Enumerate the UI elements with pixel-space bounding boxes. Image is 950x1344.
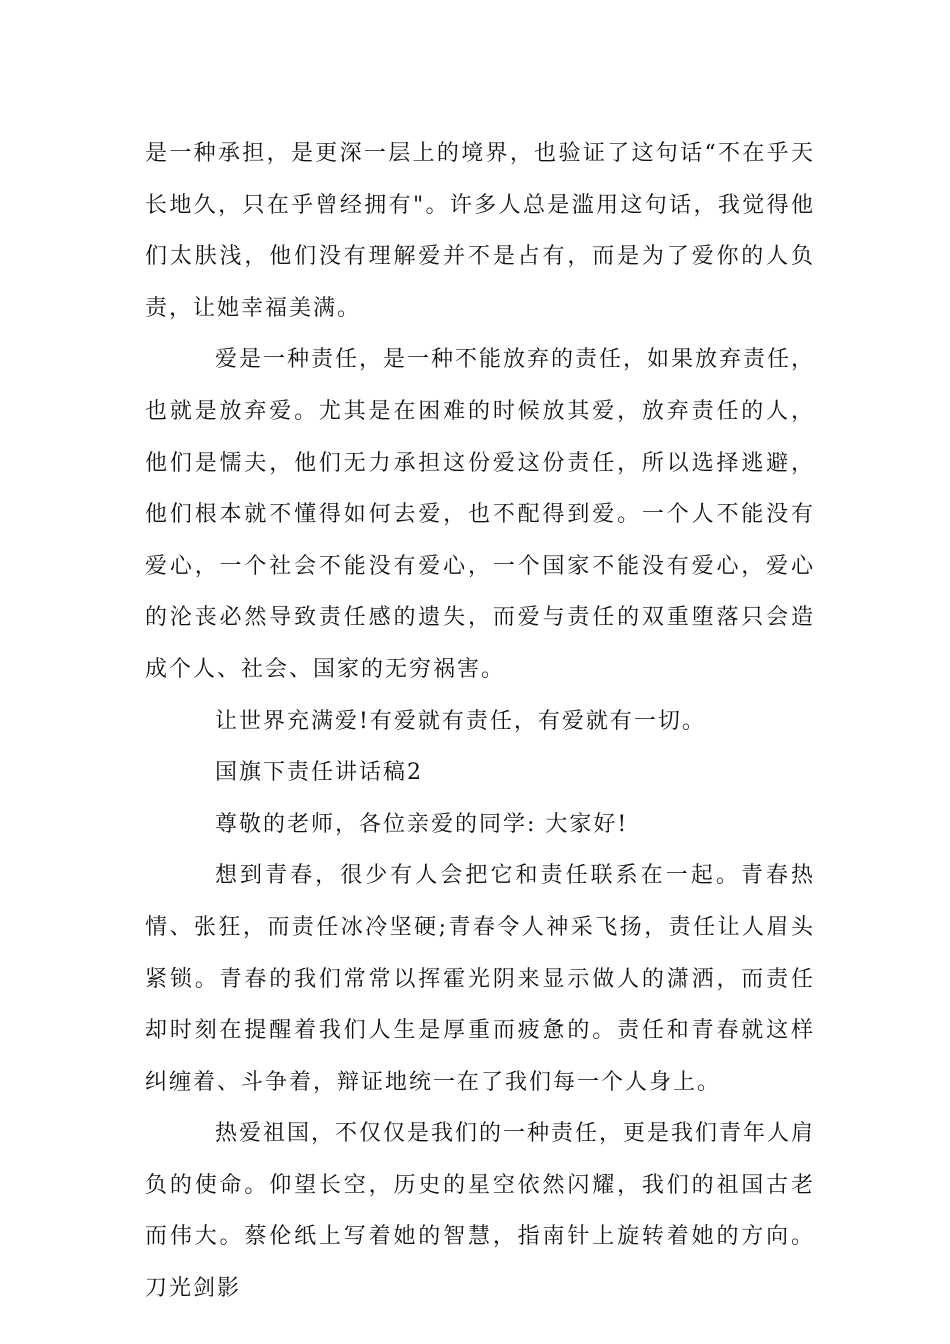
paragraph-continuation: 是一种承担，是更深一层上的境界，也验证了这句话“不在乎天长地久，只在乎曾经拥有"。许多人总是滥用这句话，我觉得他们太肤浅，他们没有理解爱并不是占有，而是为了爱你的人负责，让她幸福美满。 (145, 141, 815, 321)
paragraph-love-responsibility: 爱是一种责任，是一种不能放弃的责任，如果放弃责任，也就是放弃爱。尤其是在困难的时候放其爱，放弃责任的人，他们是懦夫，他们无力承担这份爱这份责任，所以选择逃避，他们根本就不懂得如何去爱，也不配得到爱。一个人不能没有爱心，一个社会不能没有爱心，一个国家不能没有爱心，爱心的沦丧必然导致责任感的遗失，而爱与责任的双重堕落只会造成个人、社会、国家的无穷祸害。 (145, 347, 816, 682)
paragraph-youth-responsibility: 想到青春，很少有人会把它和责任联系在一起。青春热情、张狂，而责任冰冷坚硬;青春令人神采飞扬，责任让人眉头紧锁。青春的我们常常以挥霍光阴来显示做人的潇洒，而责任却时刻在提醒着我们人生是厚重而疲惫的。责任和青春就这样纠缠着、斗争着，辩证地统一在了我们每一个人身上。 (145, 863, 815, 1095)
paragraph-love-motherland: 热爱祖国，不仅仅是我们的一种责任，更是我们青年人肩负的使命。仰望长空，历史的星空依然闪耀，我们的祖国古老而伟大。蔡伦纸上写着她的智慧，指南针上旋转着她的方向。刀光剑影 (145, 1121, 816, 1302)
document-body (145, 128, 815, 1315)
paragraph-greeting: 尊敬的老师，各位亲爱的同学: 大家好! (215, 811, 629, 837)
section-heading: 国旗下责任讲话稿2 (215, 760, 423, 786)
paragraph-closing-line: 让世界充满爱!有爱就有责任，有爱就有一切。 (215, 708, 706, 734)
